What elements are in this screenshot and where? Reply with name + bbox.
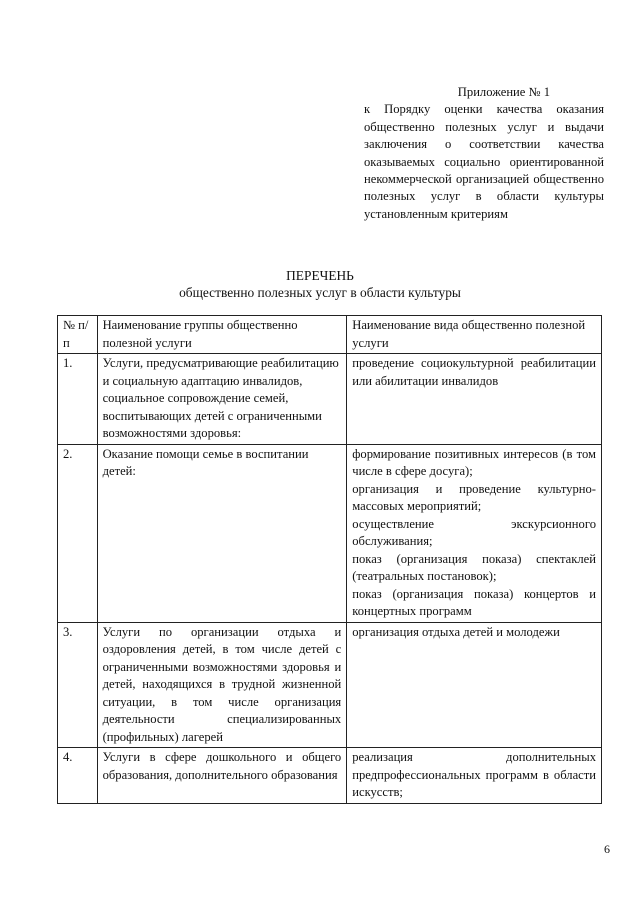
header-type: Наименование вида общественно полезной услуги xyxy=(347,316,602,354)
row-num: 2. xyxy=(58,444,98,622)
service-type: формирование позитивных интересов (в том числе в сфере досуга); xyxy=(352,446,596,478)
table-row xyxy=(58,622,602,748)
row-group: Услуги по организации отдыха и оздоровления детей, в том числе детей с ограниченными возможностями здоровья и детей, находящихся в трудной жизненной ситуации, в том числе организация деятельности специализированных (профильных) лагерей xyxy=(97,622,347,748)
row-group: Услуги в сфере дошкольного и общего образования, дополнительного образования xyxy=(97,748,347,804)
document-title xyxy=(0,267,640,301)
service-type: показ (организация показа) концертов и концертных программ xyxy=(352,586,596,618)
table-row xyxy=(58,748,602,804)
row-group: Оказание помощи семье в воспитании детей: xyxy=(97,444,347,622)
service-type: реализация дополнительных предпрофессиональных программ в области искусств; xyxy=(352,750,596,799)
row-types xyxy=(347,354,602,445)
table-header-row xyxy=(58,316,602,354)
row-types xyxy=(347,622,602,748)
service-type: организация отдыха детей и молодежи xyxy=(352,624,560,639)
row-group: Услуги, предусматривающие реабилитацию и социальную адаптацию инвалидов, социальное сопровождение семей, воспитывающих детей с ограниченными возможностями здоровья: xyxy=(97,354,347,445)
header-num: № п/п xyxy=(58,316,98,354)
row-types xyxy=(347,748,602,804)
service-type: показ (организация показа) спектаклей (театральных постановок); xyxy=(352,551,596,583)
table-row xyxy=(58,354,602,445)
table-row xyxy=(58,444,602,622)
row-types xyxy=(347,444,602,622)
row-num: 4. xyxy=(58,748,98,804)
row-num: 1. xyxy=(58,354,98,445)
service-type: проведение социокультурной реабилитации или абилитации инвалидов xyxy=(352,356,596,388)
page-number: 6 xyxy=(604,842,610,856)
service-type: организация и проведение культурно-массовых мероприятий; xyxy=(352,481,596,513)
service-type: осуществление экскурсионного обслуживания; xyxy=(352,516,596,548)
appendix-block xyxy=(364,84,604,223)
title-sub: общественно полезных услуг в области культуры xyxy=(179,285,461,300)
header-group: Наименование группы общественно полезной услуги xyxy=(97,316,347,354)
services-table xyxy=(57,315,602,804)
title-main: ПЕРЕЧЕНЬ xyxy=(286,268,354,283)
row-num: 3. xyxy=(58,622,98,748)
appendix-text: к Порядку оценки качества оказания общественно полезных услуг и выдачи заключения о соответствии качества оказываемых социально ориентированной некоммерческой организацией общественно полезных услуг в области культуры установленным критериям xyxy=(364,102,604,221)
appendix-heading: Приложение № 1 xyxy=(457,85,550,99)
